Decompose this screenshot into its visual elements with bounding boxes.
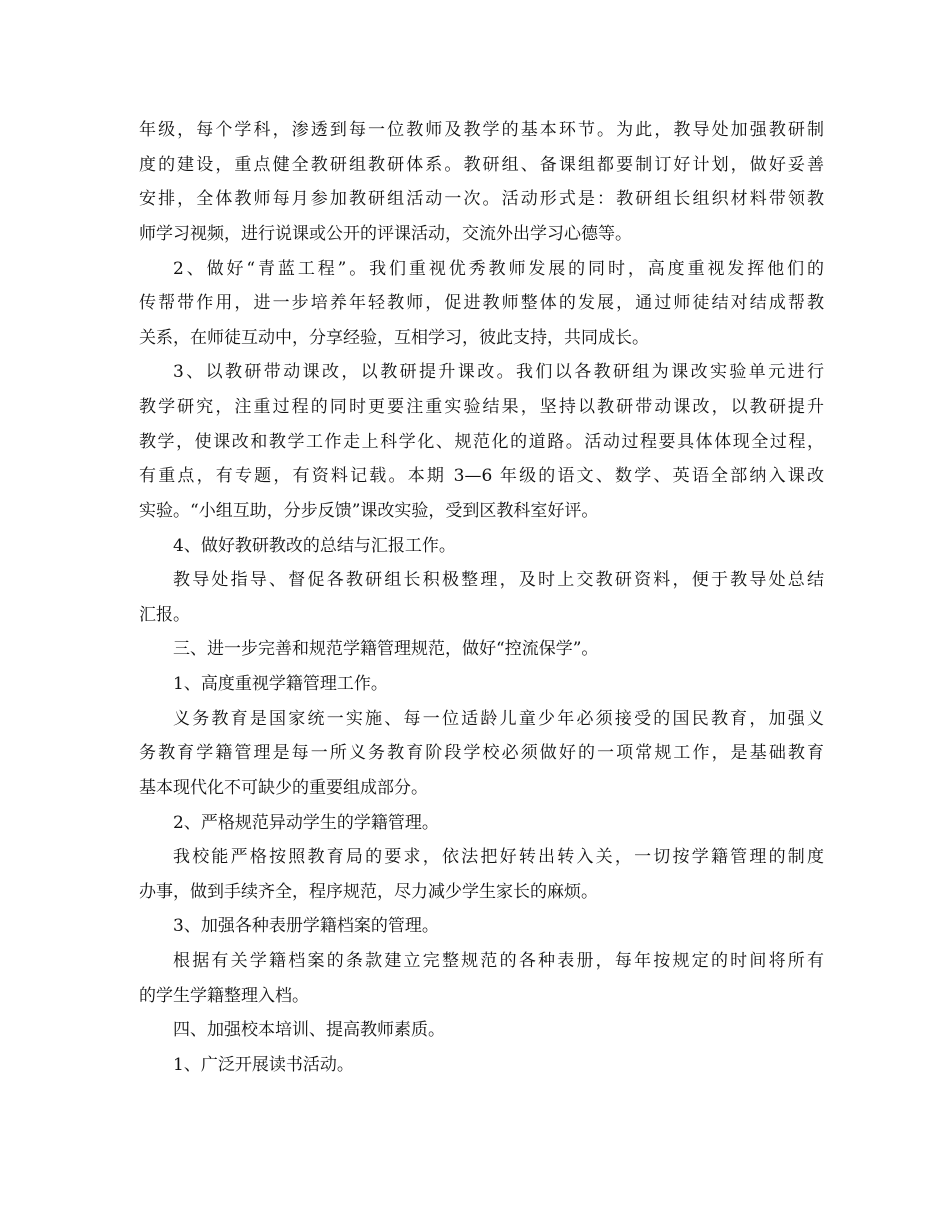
text-line: 有重点，有专题，有资料记载。本期 3—6 年级的语文、数学、英语全部纳入课改 [139,466,824,487]
text-line: 义务教育是国家统一实施、每一位适龄儿童少年必须接受的国民教育，加强义 [173,708,824,729]
text-line: 1、高度重视学籍管理工作。 [173,674,388,694]
text-line: 2、做好“青蓝工程”。我们重视优秀教师发展的同时，高度重视发挥他们的 [173,258,824,279]
text-line: 三、进一步完善和规范学籍管理规范，做好“控流保学”。 [173,639,599,660]
text-line: 3、加强各种表册学籍档案的管理。 [173,916,439,937]
text-line: 实验。“小组互助，分步反馈”课改实验，受到区教科室好评。 [139,500,599,521]
text-line: 年级，每个学科，渗透到每一位教师及教学的基本环节。为此，教导处加强教研制 [139,120,824,140]
document-body [139,113,824,1083]
text-line: 的学生学籍整理入档。 [139,985,309,1006]
text-line: 教学研究，注重过程的同时更要注重实验结果，坚持以教研带动课改，以教研提升 [139,397,824,417]
text-line: 师学习视频，进行说课或公开的评课活动，交流外出学习心德等。 [139,223,632,244]
text-line: 我校能严格按照教育局的要求，依法把好转出转入关，一切按学籍管理的制度 [173,847,824,868]
text-line: 四、加强校本培训、提高教师素质。 [173,1020,445,1041]
text-line: 度的建设，重点健全教研组教研体系。教研组、备课组都要制订好计划，做好妥善 [139,154,824,175]
text-line: 传帮带作用，进一步培养年轻教师，促进教师整体的发展，通过师徒结对结成帮教 [139,293,824,314]
text-line: 3、以教研带动课改，以教研提升课改。我们以各教研组为课改实验单元进行 [173,362,824,383]
text-line: 务教育学籍管理是每一所义务教育阶段学校必须做好的一项常规工作，是基础教育 [139,743,824,764]
text-line: 教导处指导、督促各教研组长积极整理，及时上交教研资料，便于教导处总结 [173,570,824,591]
text-line: 办事，做到手续齐全，程序规范，尽力减少学生家长的麻烦。 [139,881,598,902]
text-line: 2、严格规范异动学生的学籍管理。 [173,812,439,833]
text-line: 4、做好教研教改的总结与汇报工作。 [173,535,456,556]
text-line: 基本现代化不可缺少的重要组成部分。 [139,777,428,798]
text-line: 教学，使课改和教学工作走上科学化、规范化的道路。活动过程要具体体现全过程， [139,431,824,452]
text-line: 关系，在师徒互动中，分享经验，互相学习，彼此支持，共同成长。 [139,327,649,348]
text-line: 根据有关学籍档案的条款建立完整规范的各种表册，每年按规定的时间将所有 [173,951,824,971]
text-line: 汇报。 [139,604,190,625]
text-line: 1、广泛开展读书活动。 [173,1054,354,1075]
text-line: 安排，全体教师每月参加教研组活动一次。活动形式是：教研组长组织材料带领教 [139,189,824,210]
